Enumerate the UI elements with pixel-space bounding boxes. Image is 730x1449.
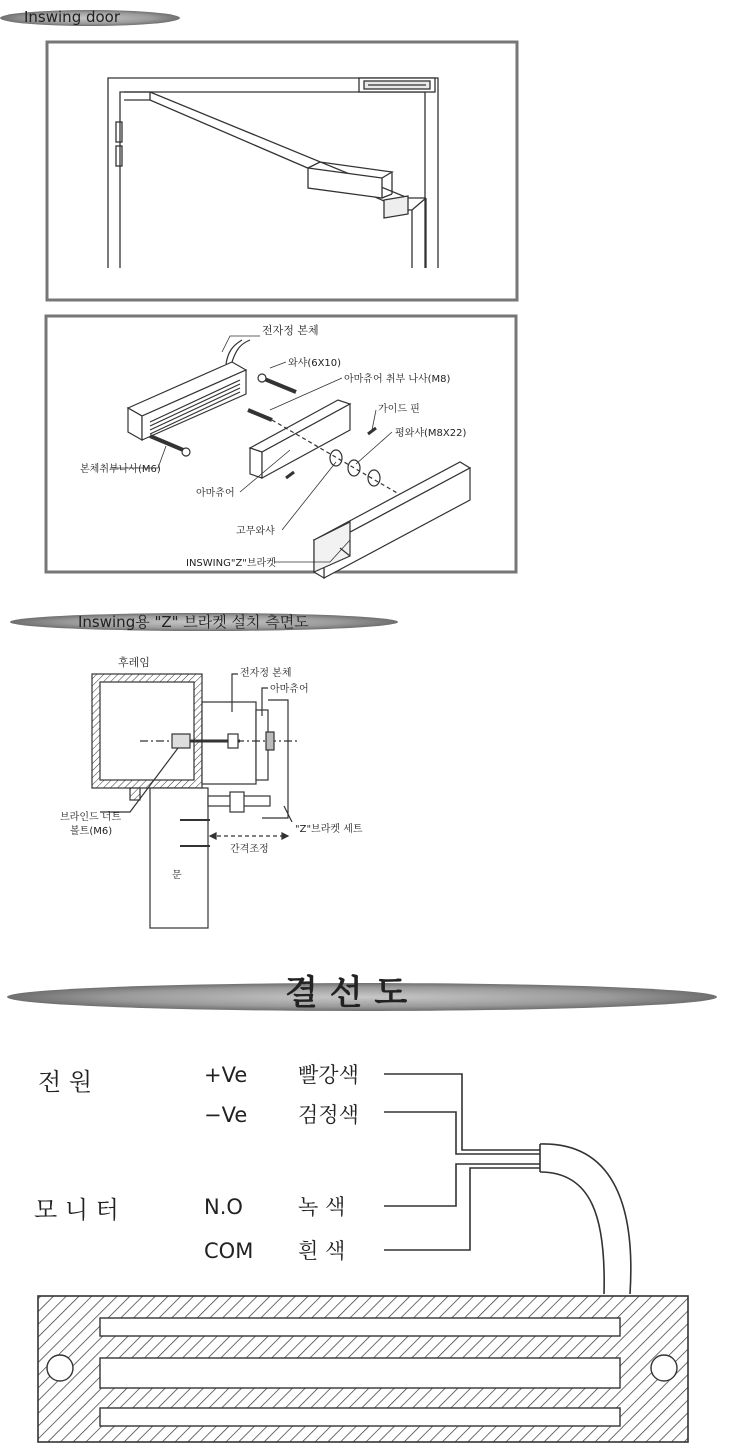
wire-lines [384,1074,631,1294]
label-blind-nut: 브라인드 너트 [60,812,122,823]
terminal-com: COM [204,1239,254,1263]
magnet-body-drawing [38,1296,688,1442]
label-frame: 후레임 [118,656,150,669]
label-body-screw: 본체취부나사(M6) [80,464,161,475]
terminal-plus-ve: +Ve [204,1063,248,1087]
wiring-title: 결 선 도 [285,973,408,1013]
label-rubber-washer: 고무와샤 [236,526,275,537]
terminal-no: N.O [204,1195,243,1219]
side-view-drawing [60,655,363,928]
label-monitor: 모 니 터 [34,1196,119,1224]
label-flat-washer: 평와샤(M8X22) [395,428,467,439]
wire-color-red: 빨강색 [298,1063,359,1087]
label-blind-bolt: 볼트(M6) [70,826,113,837]
inswing-door-title: Inswing door [24,8,121,26]
label-side-armature: 아마츄어 [270,684,309,695]
wire-color-black: 검정색 [298,1103,359,1127]
inswing-door-banner [0,8,180,26]
label-magnet-body: 전자정 본체 [262,324,319,337]
panel-frame [47,42,517,300]
exploded-view-panel [46,316,516,578]
label-side-magnet-body: 전자정 본체 [240,668,292,679]
wire-color-green: 녹 색 [298,1195,346,1219]
door-perspective-panel [47,42,517,300]
label-washer: 와샤(6X10) [288,358,342,369]
label-bracket: INSWING"Z"브라켓 [186,558,276,569]
label-armature: 아마츄어 [196,488,235,499]
label-armature-screw: 아마츄어 취부 나사(M8) [344,374,451,385]
label-bracket-set: "Z"브라켓 세트 [295,824,363,835]
terminal-minus-ve: −Ve [204,1103,248,1127]
wiring-banner [7,973,717,1013]
label-power: 전 원 [38,1068,92,1096]
side-view-title: Inswing용 "Z" 브라켓 설치 측면도 [78,613,309,631]
label-guide-pin: 가이드 핀 [378,404,420,415]
side-view-banner [10,613,398,631]
wiring-diagram [34,1063,688,1442]
label-door: 문 [172,870,182,881]
wire-color-white: 흰 색 [298,1239,346,1263]
label-gap-adjust: 간격조정 [230,844,269,855]
